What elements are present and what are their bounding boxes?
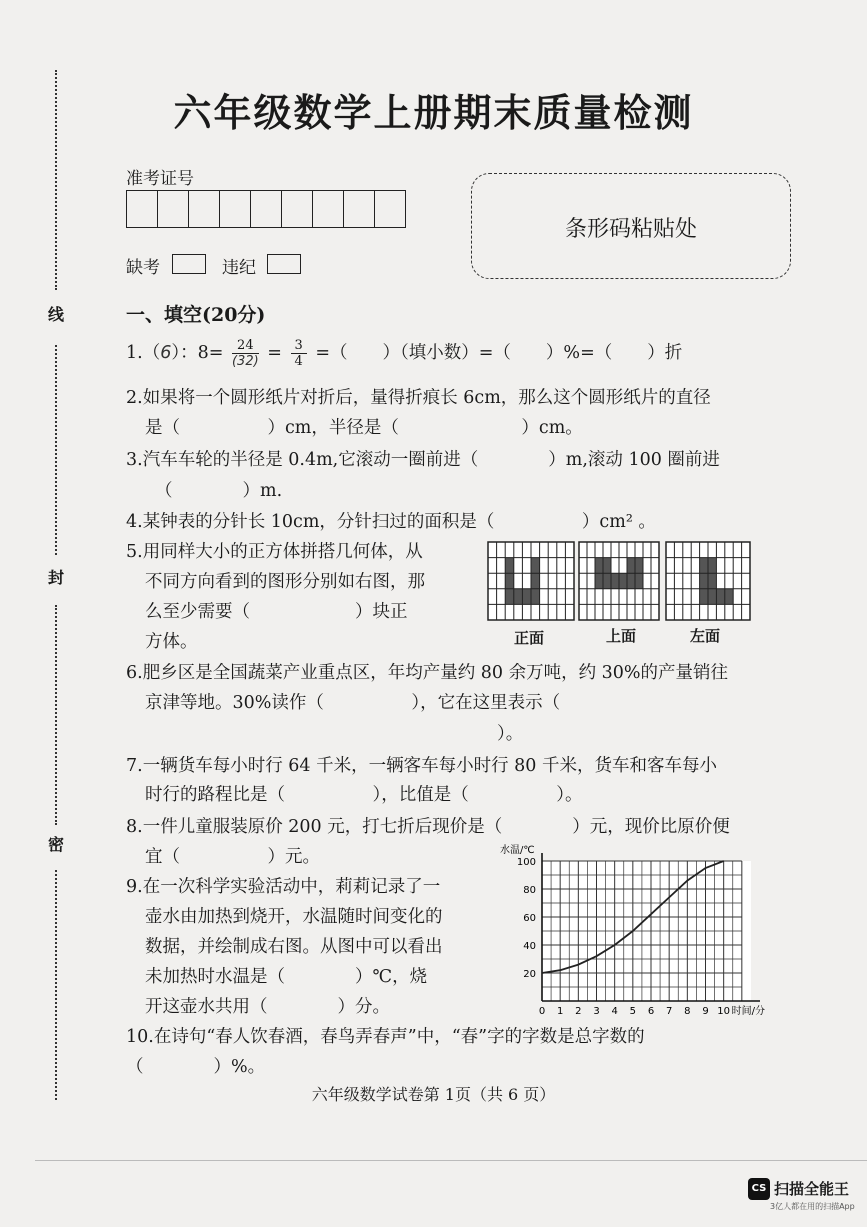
binding-char-xian: 线 [48,305,65,324]
question-3-line2: （ ）m. [155,481,283,501]
x-tick-label: 4 [611,1006,618,1017]
left-view-grid [666,542,750,620]
binding-char-mi: 密 [48,835,65,854]
x-tick-label: 9 [702,1006,709,1017]
question-6-line2: 京津等地。30%读作（ ），它在这里表示（ [145,693,561,713]
question-2-line2: 是（ ）cm，半径是（ ）cm。 [145,418,583,438]
fraction-2: $\frac{3}{4}$ [291,338,307,369]
x-tick-label: 1 [556,1006,564,1017]
x-tick-label: 3 [593,1006,600,1017]
question-10-line2: （ ）%。 [126,1057,266,1077]
handwritten-answer: 6 [160,343,172,363]
binding-char-feng: 封 [48,568,65,587]
question-7-line2: 时行的路程比是（ ），比值是（ ）。 [145,785,583,805]
x-tick-label: 5 [629,1006,637,1017]
front-view-label: 正面 [514,629,545,647]
x-tick-label: 0 [538,1006,546,1017]
page-footer: 六年级数学试卷第 1页（共 6 页） [311,1085,556,1104]
top-view-label: 上面 [606,627,637,645]
fraction-1: $\frac{24}{(32)}$ [231,338,259,369]
top-view-grid [579,542,659,620]
front-view-grid [488,542,574,620]
violation-label: 违纪 [222,258,256,278]
barcode-label: 条形码粘贴处 [564,217,697,242]
y-tick-label: 60 [523,913,536,924]
question-3-line1: 3.汽车车轮的半径是 0.4m,它滚动一圈前进（ ）m,滚动 100 圈前进 [126,450,720,470]
question-4: 4.某钟表的分针长 10cm，分针扫过的面积是（ ）cm² 。 [126,512,656,532]
x-tick-label: 10 [717,1006,731,1017]
binding-line-bottom [55,870,57,1100]
scanner-logo: CS [748,1178,770,1200]
scan-edge-line [35,1160,867,1161]
exam-id-label: 准考证号 [126,169,194,189]
y-tick-label: 80 [523,885,536,896]
barcode-area [471,173,791,279]
absent-label: 缺考 [126,258,160,278]
question-9-line5: 开这壶水共用（ ）分。 [145,997,390,1017]
x-tick-label: 6 [647,1006,655,1017]
x-tick-label: 7 [665,1006,673,1017]
exam-id-boxes[interactable] [126,190,406,228]
binding-line-mid [55,345,57,555]
y-tick-label: 40 [523,941,536,952]
question-2-line1: 2.如果将一个圆形纸片对折后，量得折痕长 6cm，那么这个圆形纸片的直径 [126,388,711,408]
y-axis-label: 水温/℃ [500,845,535,856]
question-5-line4: 方体。 [145,632,198,652]
question-7-line1: 7.一辆货车每小时行 64 千米，一辆客车每小时行 80 千米，货车和客车每小 [126,756,717,776]
question-9-line4: 未加热时水温是（ ）℃，烧 [145,967,428,987]
page-title: 六年级数学上册期末质量检测 [173,90,694,135]
question-6-line1: 6.肥乡区是全国蔬菜产业重点区，年均产量约 80 余万吨，约 30%的产量销往 [126,663,729,683]
question-9-line3: 数据，并绘制成右图。从图中可以看出 [145,937,443,957]
scanner-app-name: 扫描全能王 [774,1180,850,1198]
question-6-line3: ）。 [497,724,524,744]
question-5-line1: 5.用同样大小的正方体拼搭几何体，从 [126,542,423,562]
section1-title: 一、填空(20分) [126,304,266,326]
question-5-line3: 么至少需要（ ）块正 [145,602,408,622]
x-axis-label: 时间/分 [731,1006,766,1017]
left-view-label: 左面 [690,627,721,645]
question-5-line2: 不同方向看到的图形分别如右图，那 [145,572,425,592]
violation-box[interactable] [267,254,301,274]
question-8-line1: 8.一件儿童服装原价 200 元，打七折后现价是（ ）元，现价比原价便 [126,817,730,837]
question-10-line1: 10.在诗句“春人饮春酒，春鸟弄春声”中，“春”字的字数是总字数的 [126,1027,645,1047]
water-temperature-chart [500,843,800,1018]
scanner-tagline: 3亿人都在用的扫描App [770,1202,855,1211]
x-tick-label: 2 [575,1006,582,1017]
question-9-line1: 9.在一次科学实验活动中，莉莉记录了一 [126,877,441,897]
y-tick-label: 20 [523,969,536,980]
y-tick-label: 100 [516,857,536,868]
question-8-line2: 宜（ ）元。 [145,847,320,867]
x-tick-label: 8 [684,1006,691,1017]
question-1: 1.（6）：8= $\frac{24}{(32)}$ = $\frac{3}{4}$ =（ ）（填小数）=（ ）%=（ ）折 [126,338,683,369]
absent-box[interactable] [172,254,206,274]
binding-line-mid2 [55,605,57,825]
question-9-line2: 壶水由加热到烧开，水温随时间变化的 [145,907,443,927]
